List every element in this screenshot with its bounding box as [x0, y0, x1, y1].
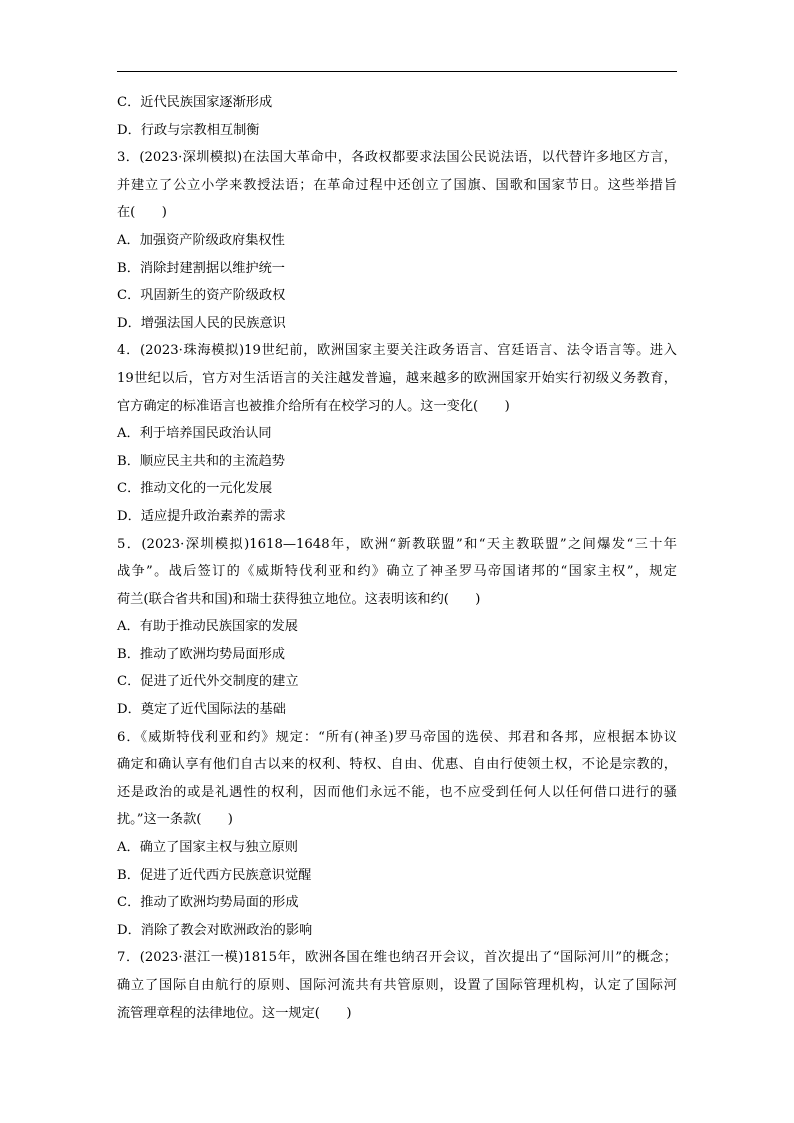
q3-stem-line-3: 在( ): [117, 205, 167, 221]
header-rule: [117, 71, 677, 72]
q4-option-b: B．顺应民主共和的主流趋势: [117, 453, 285, 469]
q7-stem-line-1: 7．(2023·湛江一模)1815年，欧洲各国在维也纳召开会议，首次提出了“国际河川”的概念；: [117, 950, 677, 966]
q5-stem-line-2: 战争”。战后签订的《威斯特伐利亚和约》确立了神圣罗马帝国诸邦的“国家主权”，规定: [117, 564, 677, 580]
q5-option-b: B．推动了欧洲均势局面形成: [117, 646, 285, 662]
q3-option-c: C．巩固新生的资产阶级政权: [117, 288, 286, 304]
q5-option-d: D．奠定了近代国际法的基础: [117, 702, 286, 718]
q6-option-d: D．消除了教会对欧洲政治的影响: [117, 922, 313, 938]
q3-stem-line-1: 3．(2023·深圳模拟)在法国大革命中，各政权都要求法国公民说法语，以代替许多地区方言，: [117, 150, 677, 166]
q5-stem-line-1: 5．(2023·深圳模拟)1618—1648年，欧洲“新教联盟”和“天主教联盟”之间爆发“三十年: [117, 536, 677, 552]
q3-stem-line-2: 并建立了公立小学来教授法语；在革命过程中还创立了国旗、国歌和国家节日。这些举措旨: [117, 177, 677, 193]
option-d-q2: D．行政与宗教相互制衡: [117, 122, 260, 138]
q4-option-c: C．推动文化的一元化发展: [117, 481, 273, 497]
q7-stem-line-3: 流管理章程的法律地位。这一规定( ): [117, 1005, 352, 1021]
q6-option-c: C．推动了欧洲均势局面的形成: [117, 895, 299, 911]
q4-stem-line-1: 4．(2023·珠海模拟)19世纪前，欧洲国家主要关注政务语言、宫廷语言、法令语言等。进入: [117, 343, 677, 359]
q4-stem-line-3: 官方确定的标准语言也被推介给所有在校学习的人。这一变化( ): [117, 398, 510, 414]
q6-option-b: B．促进了近代西方民族意识觉醒: [117, 867, 312, 883]
q3-option-d: D．增强法国人民的民族意识: [117, 315, 286, 331]
q7-stem-line-2: 确立了国际自由航行的原则、国际河流共有共管原则，设置了国际管理机构，认定了国际河: [117, 978, 677, 993]
page-content: [117, 89, 677, 1027]
q6-stem-line-4: 扰。”这一条款( ): [117, 812, 233, 828]
q5-option-c: C．促进了近代外交制度的建立: [117, 674, 299, 690]
q5-stem-line-3: 荷兰(联合省共和国)和瑞士获得独立地位。这表明该和约( ): [117, 591, 481, 607]
q6-stem-line-3: 还是政治的或是礼遇性的权利，因而他们永远不能，也不应受到任何人以任何借口进行的骚: [117, 784, 677, 800]
q6-stem-line-1: 6．《威斯特伐利亚和约》规定：“所有(神圣)罗马帝国的选侯、邦君和各邦，应根据本协议: [117, 729, 677, 745]
q3-option-a: A．加强资产阶级政府集权性: [117, 232, 285, 248]
q5-option-a: A．有助于推动民族国家的发展: [117, 619, 298, 635]
q4-stem-line-2: 19世纪以后，官方对生活语言的关注越发普遍，越来越多的欧洲国家开始实行初级义务教育，: [117, 370, 677, 386]
q4-option-d: D．适应提升政治素养的需求: [117, 508, 286, 524]
q3-option-b: B．消除封建割据以维护统一: [117, 260, 285, 276]
q6-stem-line-2: 确定和确认享有他们自古以来的权利、特权、自由、优惠、自由行使领土权，不论是宗教的，: [117, 757, 677, 773]
q4-option-a: A．利于培养国民政治认同: [117, 426, 272, 442]
option-c-q2: C．近代民族国家逐渐形成: [117, 95, 273, 110]
q6-option-a: A．确立了国家主权与独立原则: [117, 840, 298, 856]
